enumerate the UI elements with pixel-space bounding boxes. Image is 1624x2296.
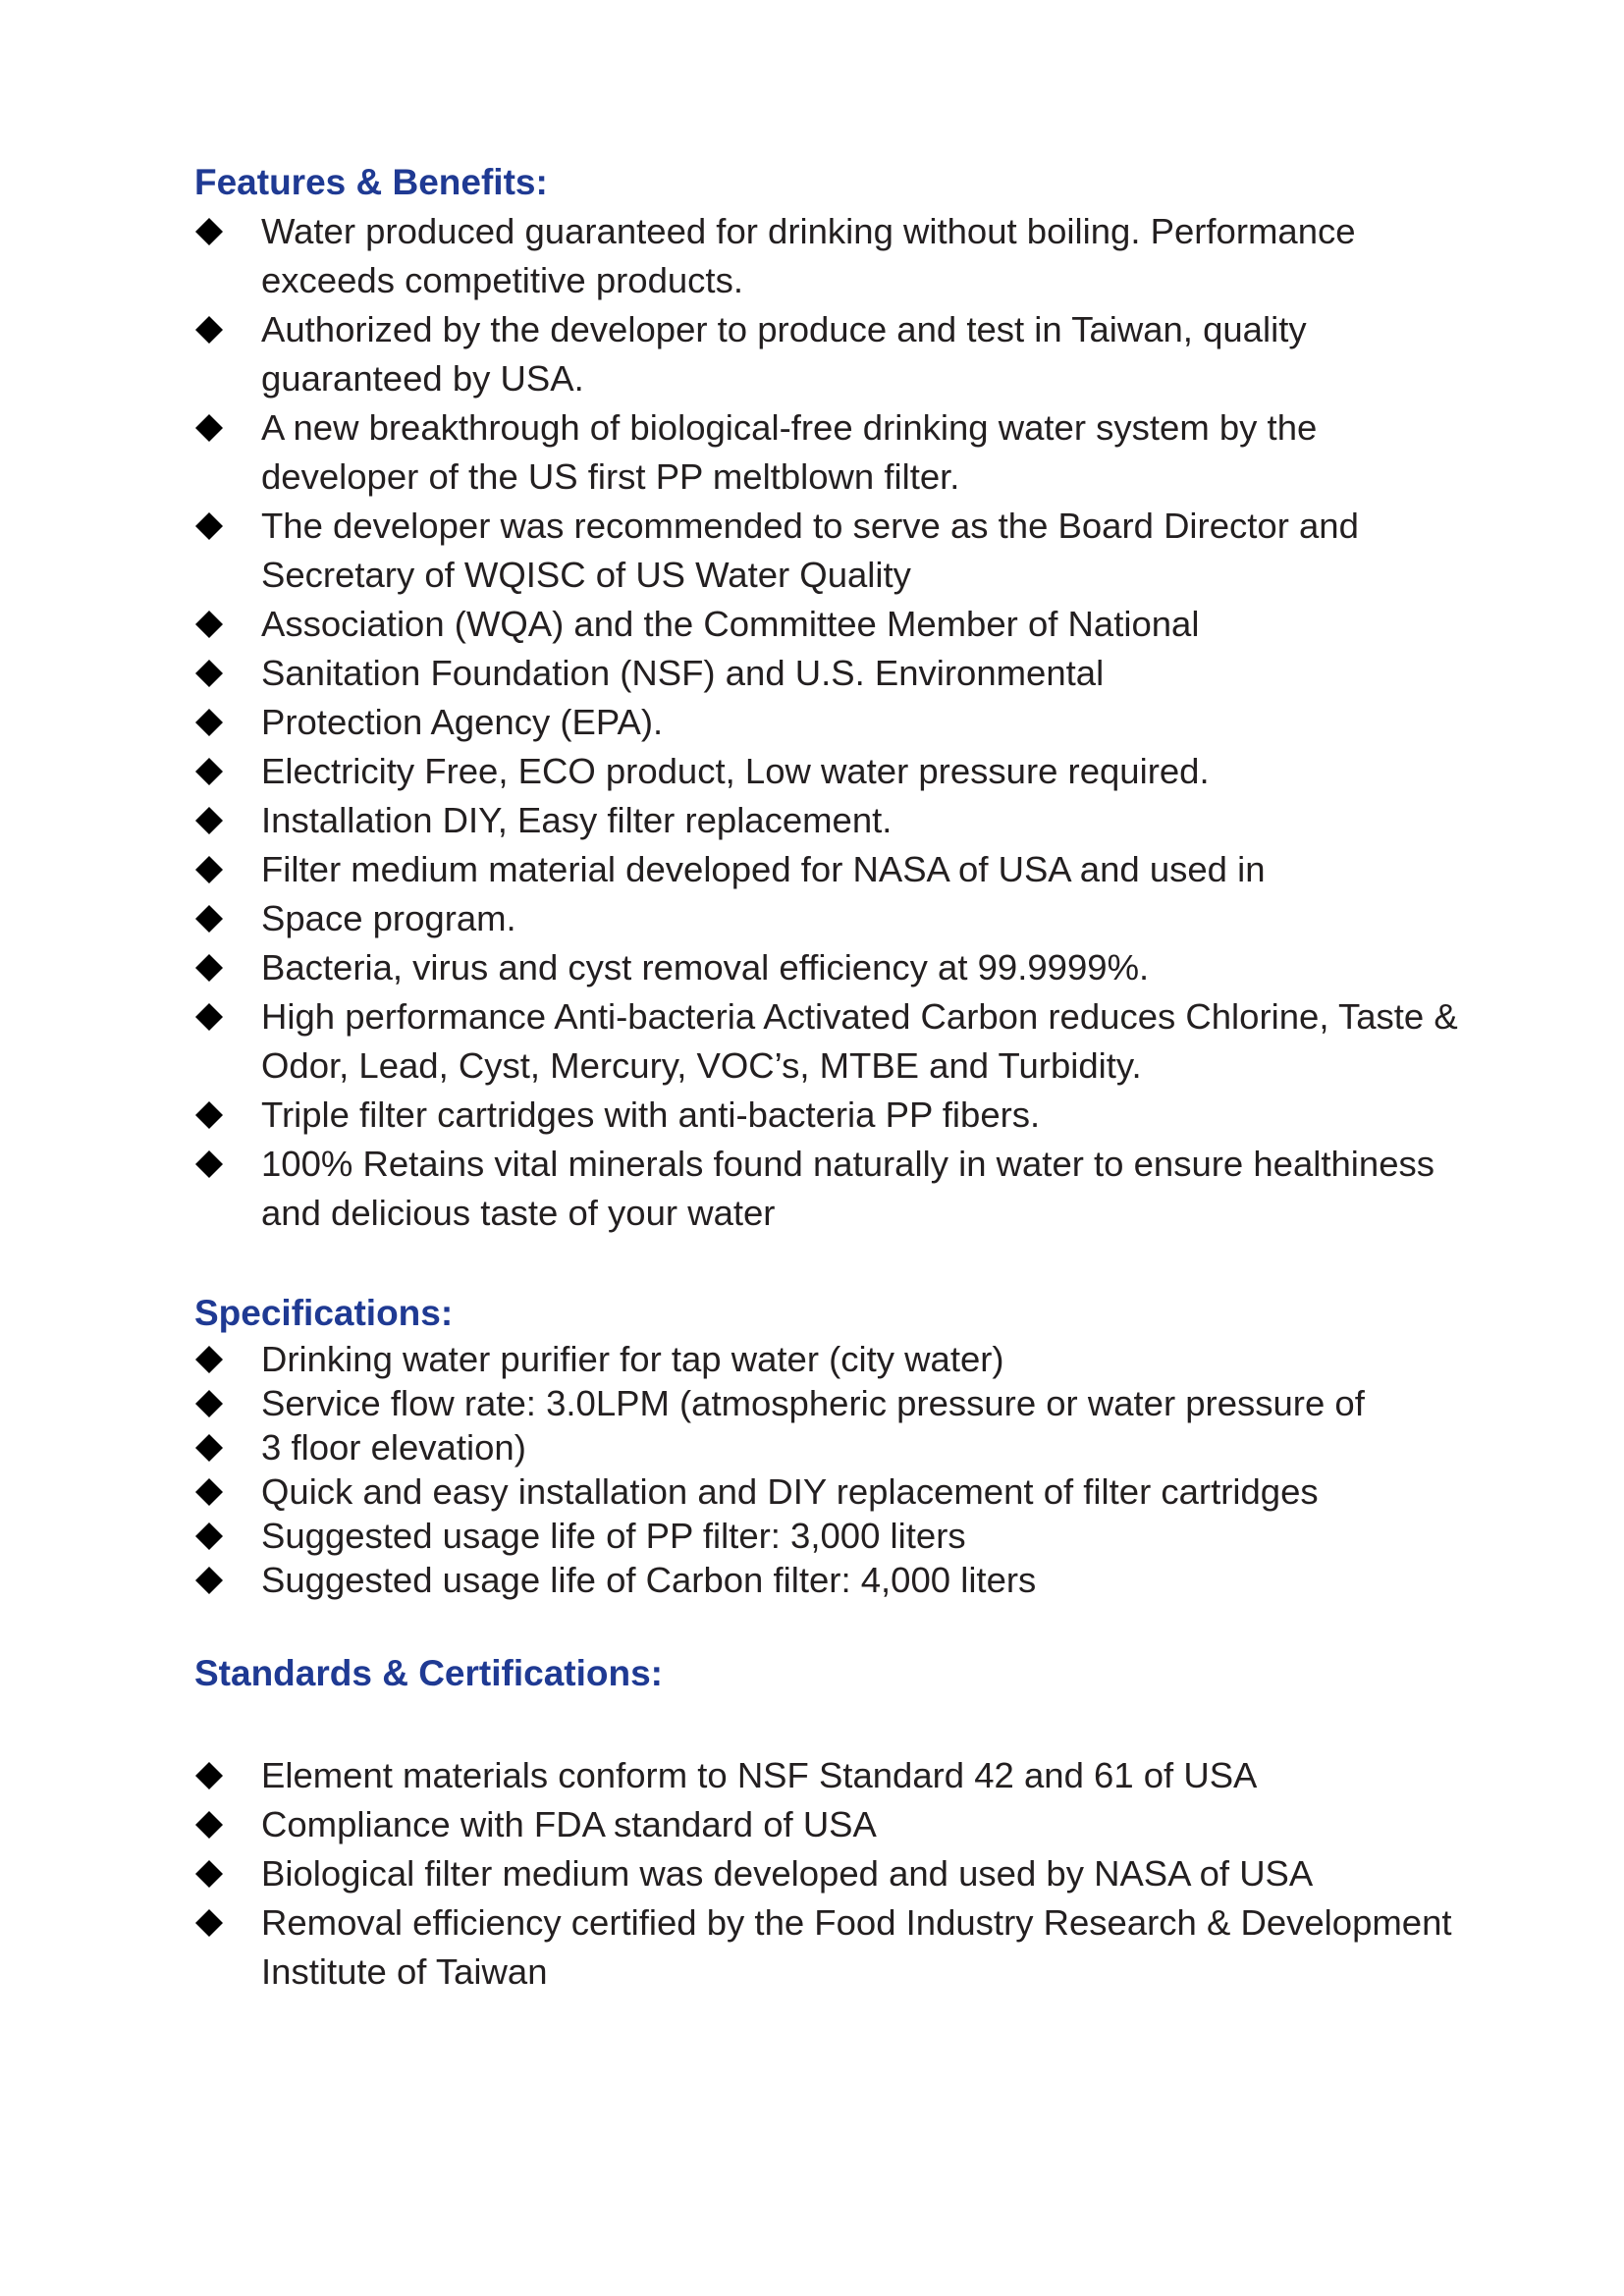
- black-diamond-icon: [194, 698, 261, 747]
- list-item: Space program.: [194, 894, 1471, 943]
- black-diamond-icon: [194, 1751, 261, 1800]
- black-diamond-icon: [194, 502, 261, 551]
- list-item: Protection Agency (EPA).: [194, 698, 1471, 747]
- black-diamond-icon: [194, 1898, 261, 1948]
- black-diamond-icon: [194, 207, 261, 256]
- black-diamond-icon: [194, 845, 261, 894]
- list-item: Electricity Free, ECO product, Low water pressure required.: [194, 747, 1471, 796]
- black-diamond-icon: [194, 1849, 261, 1898]
- list-item: Water produced guaranteed for drinking without boiling. Performance exceeds competitive products.: [194, 207, 1471, 305]
- specifications-list: [194, 1337, 1471, 1602]
- list-item: Biological filter medium was developed and used by NASA of USA: [194, 1849, 1471, 1898]
- black-diamond-icon: [194, 403, 261, 453]
- black-diamond-icon: [194, 943, 261, 992]
- black-diamond-icon: [194, 1514, 261, 1558]
- list-item: Filter medium material developed for NASA of USA and used in: [194, 845, 1471, 894]
- black-diamond-icon: [194, 1425, 261, 1469]
- black-diamond-icon: [194, 1337, 261, 1381]
- black-diamond-icon: [194, 1381, 261, 1425]
- black-diamond-icon: [194, 747, 261, 796]
- specifications-heading: Specifications:: [194, 1293, 454, 1333]
- black-diamond-icon: [194, 992, 261, 1041]
- black-diamond-icon: [194, 796, 261, 845]
- list-item: The developer was recommended to serve as the Board Director and Secretary of WQISC of US Water Quality: [194, 502, 1471, 600]
- list-item: 3 floor elevation): [194, 1425, 1471, 1469]
- list-item: A new breakthrough of biological-free drinking water system by the developer of the US first PP meltblown filter.: [194, 403, 1471, 502]
- list-item: Association (WQA) and the Committee Member of National: [194, 600, 1471, 649]
- black-diamond-icon: [194, 1469, 261, 1514]
- black-diamond-icon: [194, 649, 261, 698]
- black-diamond-icon: [194, 600, 261, 649]
- black-diamond-icon: [194, 894, 261, 943]
- features-benefits-list: [194, 207, 1471, 1238]
- list-item: Element materials conform to NSF Standard 42 and 61 of USA: [194, 1751, 1471, 1800]
- black-diamond-icon: [194, 1091, 261, 1140]
- list-item: High performance Anti-bacteria Activated Carbon reduces Chlorine, Taste & Odor, Lead, Cyst, Mercury, VOC’s, MTBE and Turbidity.: [194, 992, 1471, 1091]
- list-item: Suggested usage life of PP filter: 3,000 liters: [194, 1514, 1471, 1558]
- standards-certifications-heading: Standards & Certifications:: [194, 1653, 663, 1693]
- black-diamond-icon: [194, 1140, 261, 1189]
- list-item: Sanitation Foundation (NSF) and U.S. Environmental: [194, 649, 1471, 698]
- list-item: Service flow rate: 3.0LPM (atmospheric pressure or water pressure of: [194, 1381, 1471, 1425]
- black-diamond-icon: [194, 1558, 261, 1602]
- list-item: Installation DIY, Easy filter replacement.: [194, 796, 1471, 845]
- black-diamond-icon: [194, 305, 261, 354]
- black-diamond-icon: [194, 1800, 261, 1849]
- list-item: Drinking water purifier for tap water (city water): [194, 1337, 1471, 1381]
- list-item: Compliance with FDA standard of USA: [194, 1800, 1471, 1849]
- list-item: Triple filter cartridges with anti-bacteria PP fibers.: [194, 1091, 1471, 1140]
- list-item: 100% Retains vital minerals found naturally in water to ensure healthiness and delicious taste of your water: [194, 1140, 1471, 1238]
- list-item: Authorized by the developer to produce and test in Taiwan, quality guaranteed by USA.: [194, 305, 1471, 403]
- list-item: Removal efficiency certified by the Food Industry Research & Development Institute of Taiwan: [194, 1898, 1471, 1997]
- standards-certifications-list: [194, 1751, 1471, 1997]
- list-item: Bacteria, virus and cyst removal efficiency at 99.9999%.: [194, 943, 1471, 992]
- list-item: Quick and easy installation and DIY replacement of filter cartridges: [194, 1469, 1471, 1514]
- features-benefits-heading: Features & Benefits:: [194, 162, 548, 202]
- list-item: Suggested usage life of Carbon filter: 4,000 liters: [194, 1558, 1471, 1602]
